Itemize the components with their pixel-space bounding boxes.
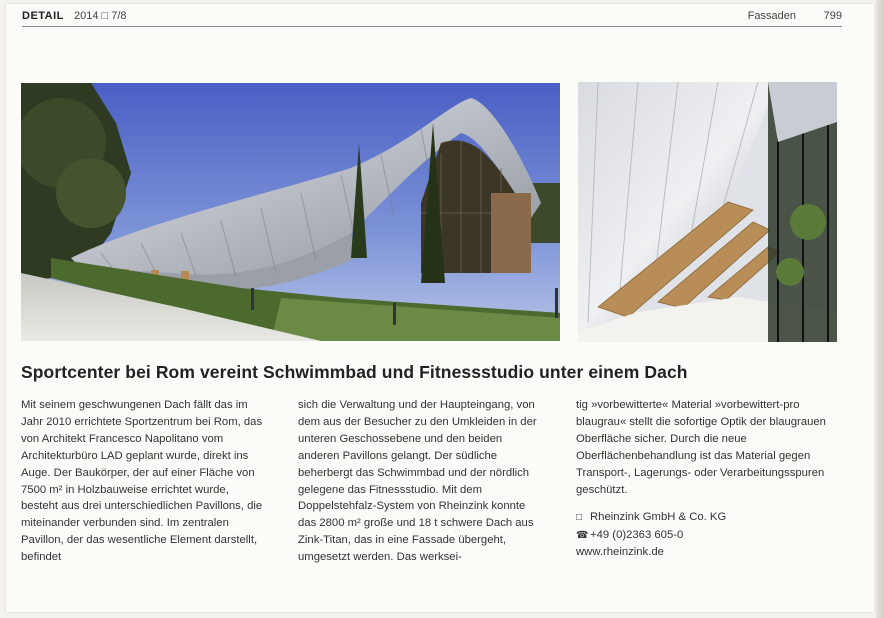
article-text: sich die Verwaltung und der Haupteingang, von dem aus der Besucher zu den Umkleiden in der unteren Geschossebene und den beiden anderen Pavillons gelangt. Der südliche beherbergt das Schwimmbad und der nördlich gelegene das Fitnessstudio. Mit dem Doppelstehfalz-System von Rheinzink konnte das 2800 m² große und 18 t schwere Dach aus Zink-Titan, das in eine Fassade übergeht, umgesetzt werden. Das werksei- bbox=[298, 399, 537, 564]
section-title: Fassaden bbox=[747, 10, 796, 22]
roof-detail-photo bbox=[578, 82, 837, 342]
contact-info bbox=[576, 509, 842, 561]
phone-icon: ☎ bbox=[576, 529, 589, 541]
phone-number: +49 (0)2363 605-0 bbox=[590, 528, 684, 541]
company-row bbox=[576, 509, 842, 527]
article-column-1 bbox=[21, 397, 269, 566]
article-column-3 bbox=[576, 397, 842, 561]
website-link[interactable]: www.rheinzink.de bbox=[576, 546, 664, 559]
article-column-2 bbox=[298, 397, 546, 566]
page-header bbox=[22, 8, 842, 27]
page-number: 799 bbox=[823, 10, 842, 22]
website-row bbox=[576, 544, 842, 561]
sports-center-exterior-photo bbox=[21, 83, 560, 341]
page-edge bbox=[876, 0, 884, 618]
issue-number: 2014 □ 7/8 bbox=[74, 10, 127, 22]
square-icon: □ bbox=[576, 512, 583, 524]
article-text: tig »vorbewitterte« Material »vorbewittert-pro blaugrau« stellt die sofortige Optik der blaugrauen Oberfläche sicher. Durch die neue Oberflächenbehandlung ist das Material gegen Transport-, Lagerungs- oder Verarbeitungsspuren geschützt. bbox=[576, 399, 826, 496]
article-text: Mit seinem geschwungenen Dach fällt das im Jahr 2010 errichtete Sportzentrum bei Rom, das von Architekt Francesco Napolitano vom Architekturbüro LAD geplant wurde, direkt ins Auge. Der Baukörper, der auf einer Fläche von 7500 m² in Holzbauweise errichtet wurde, besteht aus drei unterschiedlichen Pavillons, die miteinander verbunden sind. Im zentralen Pavillon, der das wesentliche Element darstellt, befindet bbox=[21, 399, 263, 564]
company-name: Rheinzink GmbH & Co. KG bbox=[590, 511, 727, 524]
phone-row bbox=[576, 527, 842, 545]
magazine-brand: DETAIL bbox=[22, 10, 64, 22]
article-headline: Sportcenter bei Rom vereint Schwimmbad und Fitnessstudio unter einem Dach bbox=[21, 362, 688, 382]
